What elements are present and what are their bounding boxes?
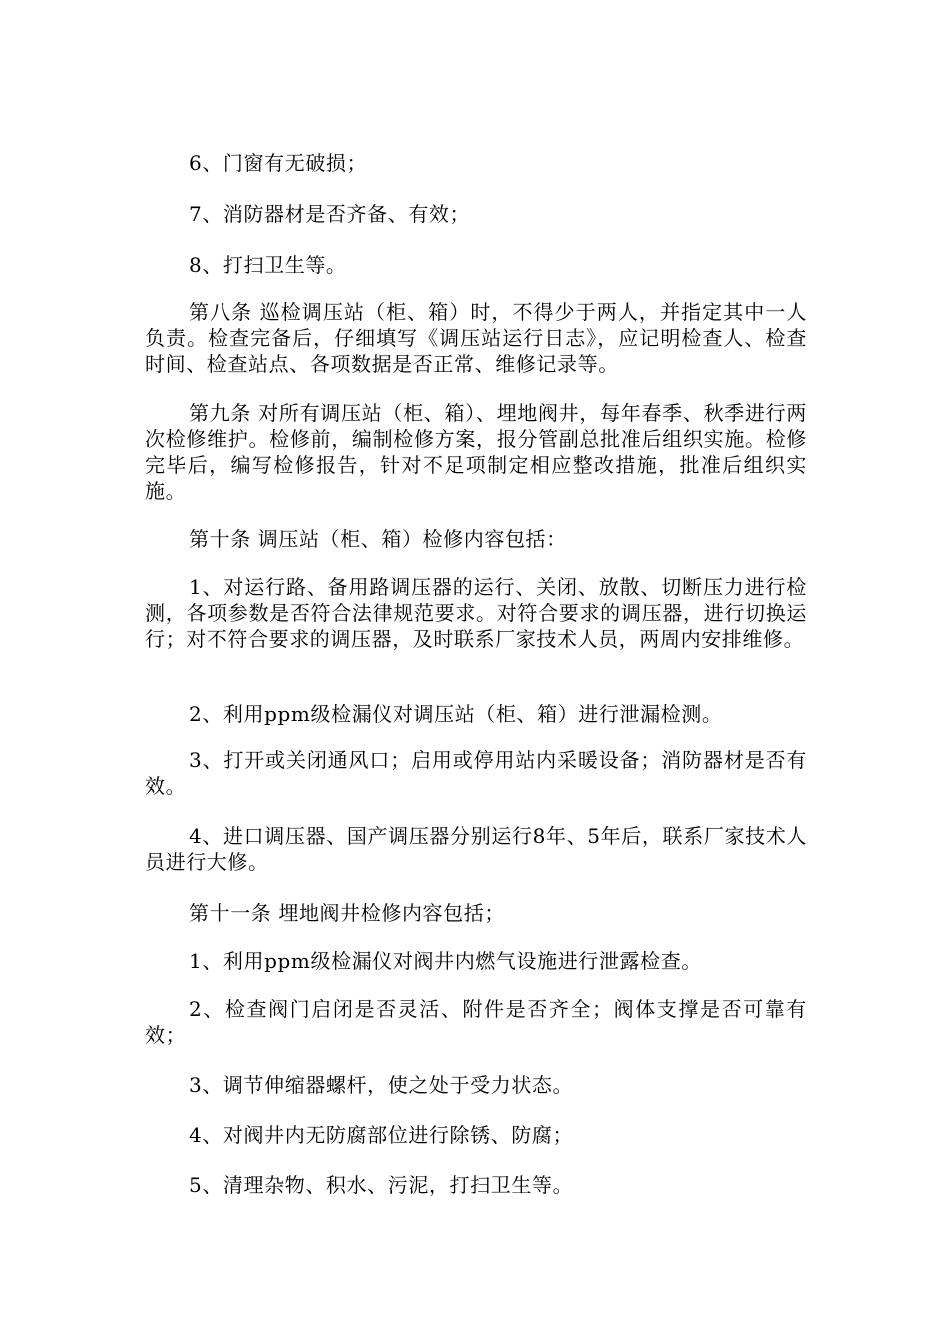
paragraph-article-9: 第九条 对所有调压站（柜、箱）、埋地阀井，每年春季、秋季进行两次检修维护。检修前，编制检修方案，报分管副总批准后组织实施。检修完毕后，编写检修报告，针对不足项制定相应整改措施，批准后组织实施。 <box>145 401 807 503</box>
paragraph-article-8: 第八条 巡检调压站（柜、箱）时，不得少于两人，并指定其中一人负责。检查完备后，仔细填写《调压站运行日志》，应记明检查人、检查时间、检查站点、各项数据是否正常、维修记录等。 <box>145 300 807 376</box>
paragraph-article-11-item-5: 5、清理杂物、积水、污泥，打扫卫生等。 <box>189 1173 574 1197</box>
paragraph-article-11-item-4: 4、对阀井内无防腐部位进行除锈、防腐； <box>189 1123 574 1147</box>
paragraph-article-10: 第十条 调压站（柜、箱）检修内容包括： <box>189 527 567 551</box>
paragraph-article-10-item-3: 3、打开或关闭通风口；启用或停用站内采暖设备；消防器材是否有效。 <box>145 748 807 798</box>
paragraph-article-11-item-2: 2、检查阀门启闭是否灵活、附件是否齐全；阀体支撑是否可靠有效； <box>145 997 807 1047</box>
paragraph-item-6-door-window: 6、门窗有无破损； <box>189 151 368 175</box>
paragraph-article-11-item-1: 1、利用ppm级检漏仪对阀井内燃气设施进行泄露检查。 <box>189 949 702 973</box>
paragraph-article-10-item-4: 4、进口调压器、国产调压器分别运行8年、5年后，联系厂家技术人员进行大修。 <box>145 824 807 874</box>
paragraph-item-7-fire-equipment: 7、消防器材是否齐备、有效； <box>189 202 471 226</box>
paragraph-article-10-item-2: 2、利用ppm级检漏仪对调压站（柜、箱）进行泄漏检测。 <box>189 702 723 726</box>
paragraph-item-8-cleaning: 8、打扫卫生等。 <box>189 253 347 277</box>
paragraph-article-10-item-1: 1、对运行路、备用路调压器的运行、关闭、放散、切断压力进行检测，各项参数是否符合法律规范要求。对符合要求的调压器，进行切换运行；对不符合要求的调压器，及时联系厂家技术人员，两周内安排维修。 <box>145 575 807 651</box>
paragraph-article-11-item-3: 3、调节伸缩器螺杆，使之处于受力状态。 <box>189 1073 574 1097</box>
paragraph-article-11: 第十一条 埋地阀井检修内容包括； <box>189 901 505 925</box>
